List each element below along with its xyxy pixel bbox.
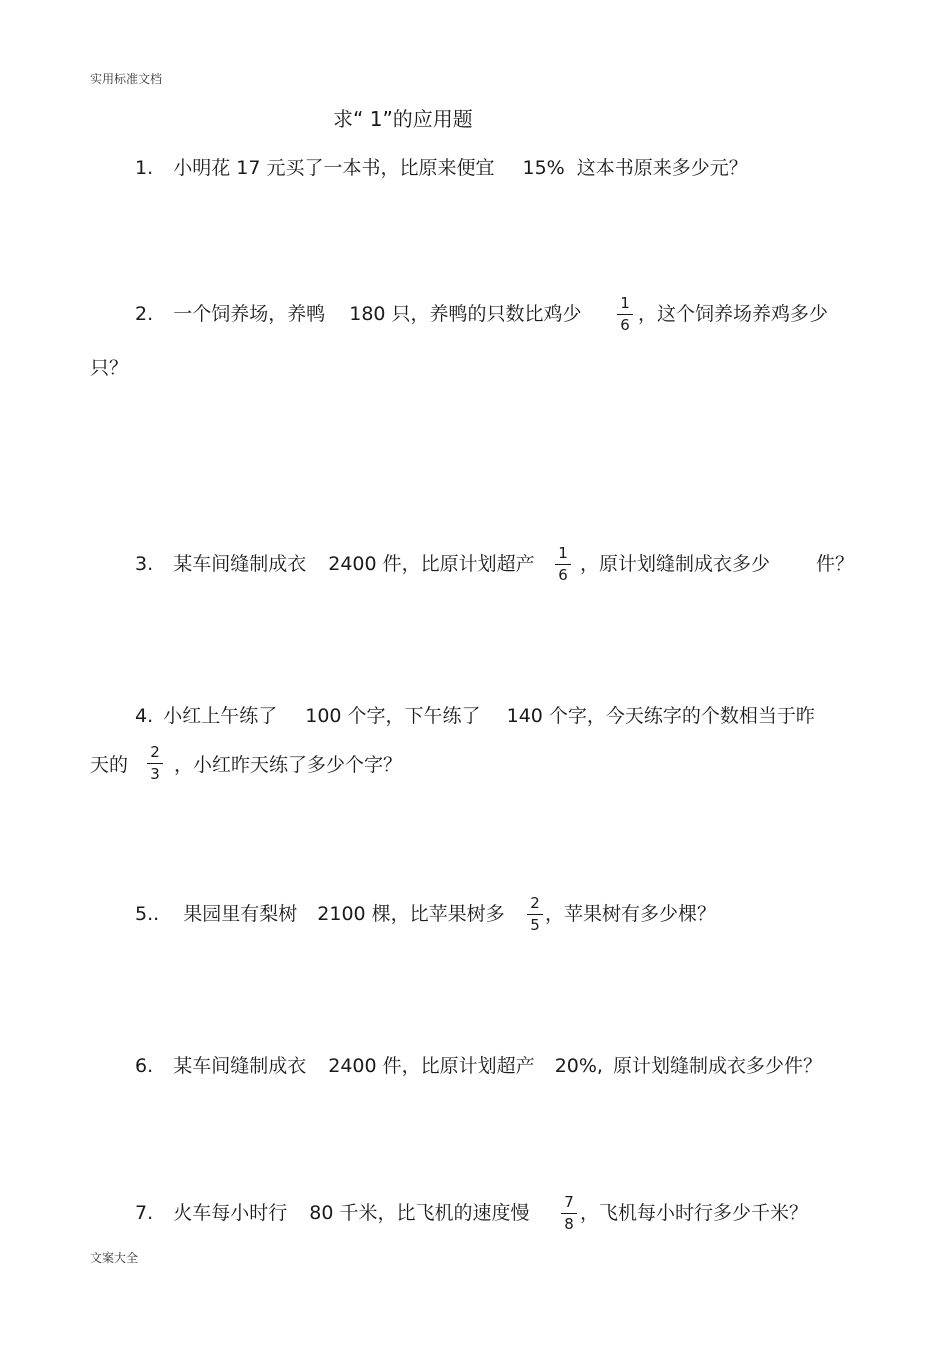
fraction-bar [555,564,571,565]
question-value-2: 20%, [554,1055,603,1077]
fraction-numerator: 1 [558,544,568,562]
fraction-denominator: 6 [558,566,568,584]
fraction-denominator: 8 [564,1215,574,1233]
fraction-denominator: 6 [620,316,630,334]
fraction-bar [561,1213,577,1214]
question-5-line [135,905,505,924]
question-text: 某车间缝制成衣 [173,553,307,575]
question-number: 6. [135,1055,154,1077]
fraction [145,745,165,782]
question-2-line [135,305,582,324]
question-value-2: 140 个字，今天练字的个数相当于昨 [506,705,815,727]
question-text: 小明花 17 元买了一本书，比原来便宜 [173,157,495,179]
question-7-line [135,1204,529,1223]
question-tail: ，这个饲养场养鸡多少 [638,303,829,325]
question-number: 2. [135,303,154,325]
question-text: 某车间缝制成衣 [173,1055,307,1077]
fraction-bar [147,763,163,764]
fraction [615,296,635,333]
question-4-line [135,707,815,726]
question-tail: 这本书原来多少元？ [576,157,748,179]
fraction-numerator: 2 [530,894,540,912]
footer-note: 文案大全 [90,1251,139,1265]
question-value: 180 只，养鸭的只数比鸡少 [349,303,582,325]
question-value: 15% [522,157,565,179]
question-value: 2100 棵，比苹果树多 [317,903,505,925]
question-end: 件？ [816,553,855,575]
question-number: 3. [135,553,154,575]
question-value: 80 千米，比飞机的速度慢 [309,1202,530,1224]
question-text: 小红上午练了 [163,705,278,727]
fraction [525,896,545,933]
fraction-bar [617,314,633,315]
question-value: 2400 件，比原计划超产 [328,553,535,575]
question-6-line [135,1057,822,1076]
fraction-bar [527,914,543,915]
question-continuation: 只？ [90,357,129,379]
page-title: 求“ 1”的应用题 [333,107,473,131]
question-number: 4. [135,705,154,727]
fraction [559,1195,579,1232]
question-number: 7. [135,1202,154,1224]
question-value: 100 个字，下午练了 [305,705,481,727]
question-tail: ，小红昨天练了多少个字？ [174,754,403,776]
fraction-numerator: 2 [150,743,160,761]
question-tail: ，飞机每小时行多少千米？ [580,1202,809,1224]
question-text: 火车每小时行 [173,1202,288,1224]
question-value: 2400 件，比原计划超产 [328,1055,535,1077]
fraction-denominator: 5 [530,916,540,934]
question-text: 果园里有梨树 [183,903,298,925]
question-tail: 原计划缝制成衣多少件？ [613,1055,823,1077]
question-1-line [135,159,748,178]
fraction [553,546,573,583]
question-number: 5.. [135,903,160,925]
question-3-line [135,555,535,574]
question-text: 一个饲养场，养鸭 [173,303,326,325]
header-note: 实用标准文档 [90,72,163,86]
fraction-denominator: 3 [150,765,160,783]
question-tail: ，原计划缝制成衣多少 [580,553,771,575]
fraction-numerator: 7 [564,1193,574,1211]
question-continuation: 天的 [90,754,129,776]
fraction-numerator: 1 [620,294,630,312]
question-tail: ，苹果树有多少棵？ [545,903,717,925]
question-number: 1. [135,157,154,179]
